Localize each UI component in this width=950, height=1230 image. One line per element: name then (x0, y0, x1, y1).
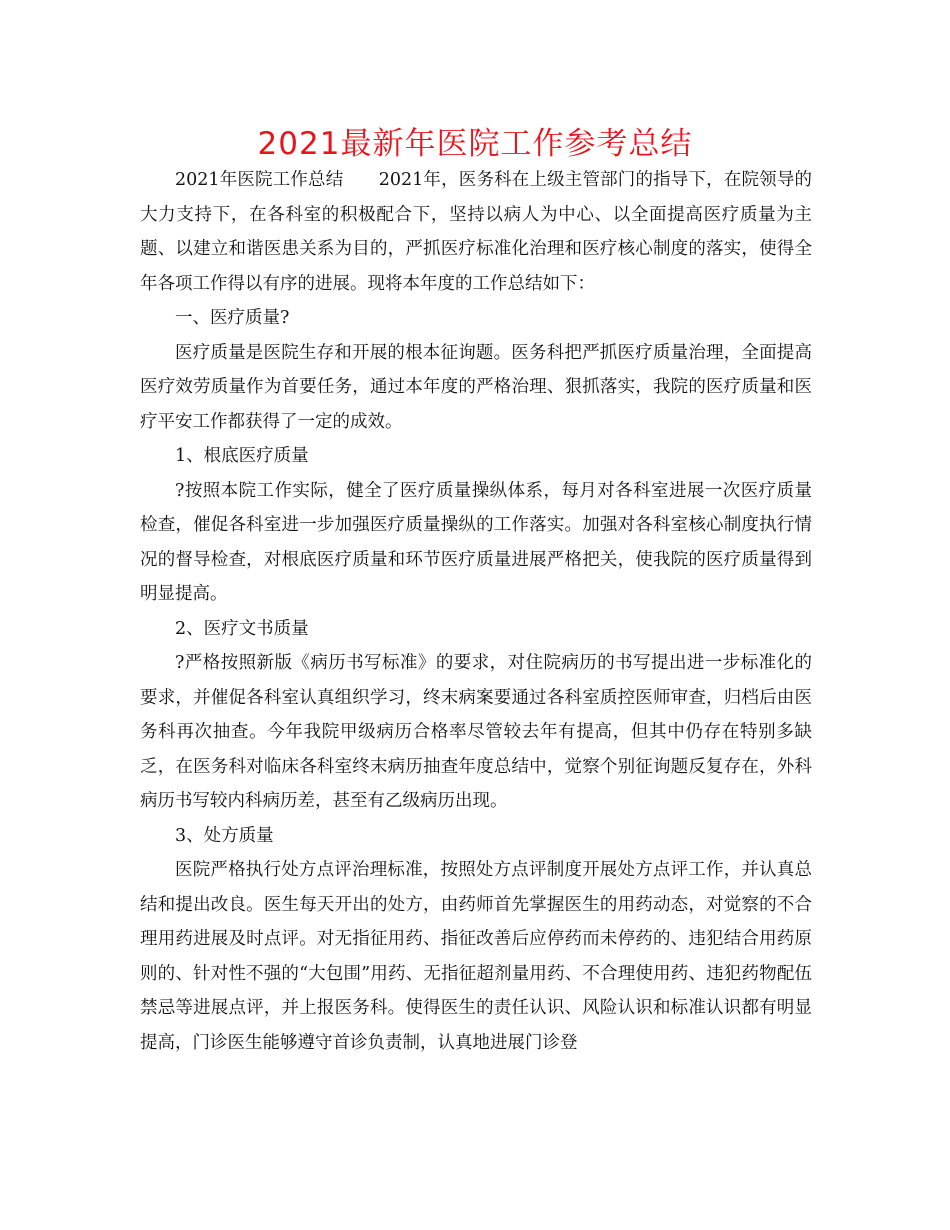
paragraph-medical-quality: 医疗质量是医院生存和开展的根本征询题。医务科把严抓医疗质量治理，全面提高医疗效劳质量作为首要任务，通过本年度的严格治理、狠抓落实，我院的医疗质量和医疗平安工作都获得了一定的成效。 (140, 342, 812, 432)
paragraph-prescription-quality: 医院严格执行处方点评治理标准，按照处方点评制度开展处方点评工作，并认真总结和提出改良。医生每天开出的处方，由药师首先掌握医生的用药动态，对觉察的不合理用药进展及时点评。对无指征用药、指征改善后应停药而未停药的、违犯结合用药原则的、针对性不强的“大包围”用药、无指征超剂量用药、不合理使用药、违犯药物配伍禁忌等进展点评，并上报医务科。使得医生的责任认识、风险认识和标准认识都有明显提高，门诊医生能够遵守首诊负责制，认真地进展门诊登 (140, 860, 812, 1053)
heading-prescription-quality: 3、处方质量 (175, 825, 274, 846)
heading-medical-quality: 一、医疗质量? (175, 308, 290, 328)
heading-basic-quality: 1、根底医疗质量 (175, 446, 309, 466)
heading-document-quality: 2、医疗文书质量 (175, 618, 309, 639)
document-title: 2021最新年医院工作参考总结 (257, 126, 693, 162)
paragraph-basic-quality: ?按照本院工作实际，健全了医疗质量操纵体系，每月对各科室进展一次医疗质量检查，催促各科室进一步加强医疗质量操纵的工作落实。加强对各科室核心制度执行情况的督导检查，对根底医疗质量和环节医疗质量进展严格把关，使我院的医疗质量得到明显提高。 (140, 480, 812, 604)
document-body (140, 163, 812, 1060)
paragraph-document-quality: ?严格按照新版《病历书写标准》的要求，对住院病历的书写提出进一步标准化的要求，并催促各科室认真组织学习，终末病案要通过各科室质控医师审查，归档后由医务科再次抽查。今年我院甲级病历合格率尽管较去年有提高，但其中仍存在特别多缺乏，在医务科对临床各科室终末病历抽查年度总结中，觉察个别征询题反复存在，外科病历书写较内科病历差，甚至有乙级病历出现。 (140, 653, 812, 811)
paragraph-intro: 2021年医院工作总结 2021年，医务科在上级主管部门的指导下，在院领导的大力支持下，在各科室的积极配合下，坚持以病人为中心、以全面提高医疗质量为主题、以建立和谐医患关系为目的，严抓医疗标准化治理和医疗核心制度的落实，使得全年各项工作得以有序的进展。现将本年度的工作总结如下： (140, 170, 812, 294)
